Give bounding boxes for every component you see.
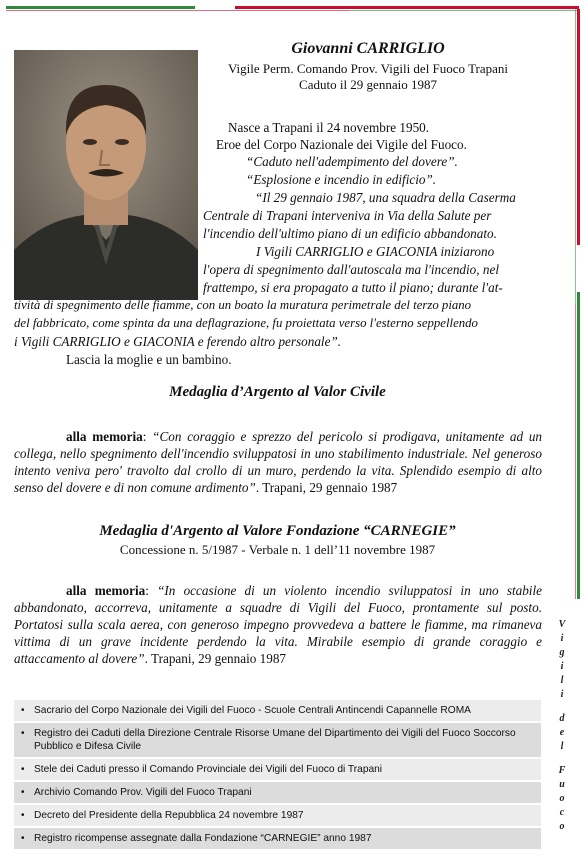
bio-line: tività di spegnimento delle fiamme, con un boato la muratura perimetrale del terzo piano [14,298,472,312]
medal-title-carnegie: Medaglia d'Argento al Valore Fondazione “CARNEGIE” [99,523,456,539]
bio-line: l'incendio dell'ultimo piano di un edificio abbandonato. [203,226,497,241]
vertical-letter: o [559,821,565,832]
bullet-icon: • [21,810,25,821]
source-text: Archivio Comando Prov. Vigili del Fuoco Trapani [34,787,252,798]
vertical-letter [555,754,569,764]
source-item [14,700,541,721]
citation-text: “In occasione di un violento incendio sviluppatosi in uno stabile abbandonato, accorreva, unitamente a squadre di Vigili del Fuoco, prontamente sul posto. Portatosi sulla scala aerea, con generoso impegno provvedeva a battere le fiamme, ma rimaneva vittima di un grave incidente perdendo la vita. Mirabile esempio di grande coraggio e attaccamento al dovere” [14,583,542,666]
source-item [14,805,541,826]
citation-lead: alla memoria [66,429,143,444]
vertical-letter: g [559,647,565,658]
source-text: Decreto del Presidente della Repubblica 24 novembre 1987 [34,810,304,821]
tricolor-top-border [6,6,579,9]
vertical-letter: l [560,675,564,686]
bullet-icon: • [21,705,25,716]
source-item [14,723,541,757]
vertical-letter: i [560,689,564,700]
source-item [14,759,541,780]
vertical-letter: i [560,633,564,644]
bio-line: Eroe del Corpo Nazionale dei Vigile del Fuoco. [216,137,467,152]
bio-line: “Esplosione e incendio in edificio”. [246,172,437,187]
source-item [14,782,541,803]
citation-date: . Trapani, 29 gennaio 1987 [255,480,398,495]
person-name: Giovanni CARRIGLIO [291,40,445,57]
vertical-letter: V [558,619,566,630]
bio-line: Lascia la moglie e un bambino. [66,352,232,367]
vertical-letter: i [560,661,564,672]
tricolor-top-border-inner [6,10,579,11]
vertical-letter: e [559,727,565,738]
medal-citation-carnegie: alla memoria: “In occasione di un violento incendio sviluppatosi in uno stabile abbandonato, accorreva, unitamente a squadre di Vigili del Fuoco, prontamente sul posto. Portatosi sulla scala aerea, con generoso impegno provvedeva a battere le fiamme, ma rimaneva vittima di un grave incidente perdendo la vita. Mirabile esempio di grande coraggio e attaccamento al dovere”. Trapani, 29 gennaio 1987 [14,583,542,666]
vertical-letter: o [559,793,565,804]
bio-line: frattempo, si era propagato a tutto il piano; durante l'at- [203,280,503,295]
bio-line: “Il 29 gennaio 1987, una squadra della Caserma [255,190,516,205]
source-text: Stele dei Caduti presso il Comando Provinciale dei Vigili del Fuoco di Trapani [34,764,383,775]
bio-line: l'opera di spegnimento dall'autoscala ma l'incendio, nel [203,262,499,277]
person-info [200,61,536,93]
vertical-letter: l [560,741,564,752]
vertical-letter: u [559,779,565,790]
vertical-letter: d [559,713,565,724]
bio-line: I Vigili CARRIGLIO e GIACONIA iniziarono [256,244,495,259]
medal-title-valor-civile: Medaglia d’Argento al Valor Civile [169,384,386,400]
tricolor-right-border [577,9,580,599]
vertical-letter: F [558,765,566,776]
bio-line: i Vigili CARRIGLIO e GIACONIA e ferendo altro personale”. [14,334,342,349]
vertical-letter [555,702,569,712]
citation-lead: alla memoria [66,583,146,598]
source-text: Sacrario del Corpo Nazionale dei Vigili del Fuoco - Scuole Centrali Antincendi Capannelle ROMA [34,705,471,716]
bio-line: Centrale di Trapani interveniva in Via della Salute per [203,208,492,223]
source-text: Registro dei Caduti della Direzione Centrale Risorse Umane del Dipartimento dei Vigili del Fuoco Soccorso Pubblico e Difesa Civile [34,728,516,752]
sources-list [14,700,541,851]
portrait-photo [14,50,198,300]
bio-line: “Caduto nell'adempimento del dovere”. [246,154,458,169]
citation-date: . Trapani, 29 gennaio 1987 [144,651,287,666]
source-text: Registro ricompense assegnate dalla Fondazione “CARNEGIE” anno 1987 [34,833,372,844]
citation-text: “Con coraggio e sprezzo del pericolo si prodigava, unitamente ad un collega, nello spegnimento dell'incendio sviluppatosi in uno stabilimento industriale. Nel generoso intento veniva pero' travolto dal crollo di un muro, perdendo la vita. Splendido esempio di alto senso del dovere e di non comune ardimento” [14,429,543,495]
tricolor-right-border-inner [575,9,576,599]
concession-info: Concessione n. 5/1987 - Verbale n. 1 dell’11 novembre 1987 [119,542,436,557]
source-item [14,828,541,849]
bullet-icon: • [21,764,25,775]
bio-line: del fabbricato, come spinta da una deflagrazione, fu proiettata verso l'esterno seppellendo [14,316,478,330]
bullet-icon: • [21,787,25,798]
bio-line: Nasce a Trapani il 24 novembre 1950. [228,120,430,135]
vertical-letter: c [559,807,565,818]
bullet-icon: • [21,728,25,739]
medal-citation-valor-civile: alla memoria: “Con coraggio e sprezzo del pericolo si prodigava, unitamente ad un collega, nello spegnimento dell'incendio sviluppatosi in uno stabilimento industriale. Nel generoso intento veniva pero' travolto dal crollo di un muro, perdendo la vita. Splendido esempio di alto senso del dovere e di non comune ardimento”. Trapani, 29 gennaio 1987 [14,429,543,495]
vertical-label [555,618,569,834]
person-role: Vigile Perm. Comando Prov. Vigili del Fuoco Trapani [227,61,509,76]
bullet-icon: • [21,833,25,844]
fallen-date: Caduto il 29 gennaio 1987 [299,77,437,92]
